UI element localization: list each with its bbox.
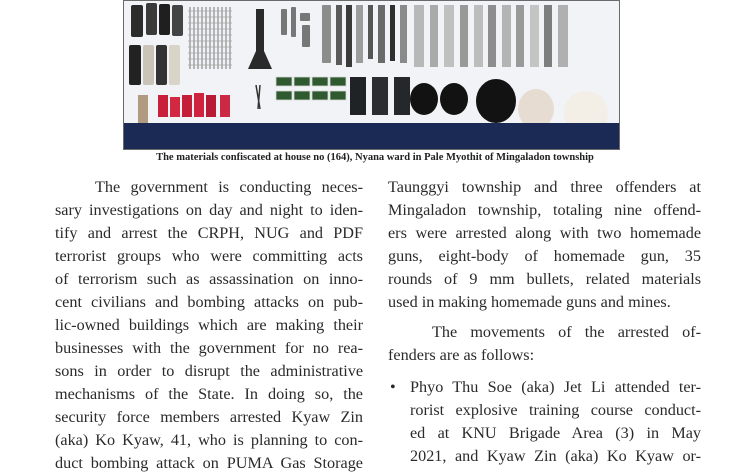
article-paragraph bbox=[388, 321, 701, 367]
text-line: Taunggyi township and three offenders at bbox=[388, 178, 701, 196]
text-line: lic-owned buildings which are making their bbox=[55, 316, 363, 334]
text-line: Mingaladon township, totaling nine offend- bbox=[388, 201, 701, 219]
photo-illustration bbox=[124, 1, 620, 150]
text-line: sary investigations on day and night to iden- bbox=[55, 201, 363, 219]
text-line: The movements of the arrested of- bbox=[432, 323, 701, 341]
text-line: fenders are as follows: bbox=[388, 346, 535, 364]
text-line: guns, eight-body of homemade gun, 35 bbox=[388, 247, 701, 265]
article-right-column bbox=[388, 176, 701, 468]
text-line: ed at KNU Brigade Area (3) in May bbox=[410, 424, 701, 442]
text-line: cent civilians and bombing attacks on pub- bbox=[55, 293, 363, 311]
text-line: mechanisms of the State. In doing so, the bbox=[55, 385, 363, 403]
article-paragraph bbox=[388, 176, 701, 314]
article-paragraph bbox=[55, 176, 363, 475]
text-line: terrorist groups who were committing acts bbox=[55, 247, 363, 265]
text-line: rounds of 9 mm bullets, related materials bbox=[388, 270, 701, 288]
text-line: tify and arrest the CRPH, NUG and PDF bbox=[55, 224, 363, 242]
bullet-icon: • bbox=[390, 378, 396, 396]
confiscated-materials-photo bbox=[123, 0, 620, 150]
text-line: sons in order to disrupt the administrative bbox=[55, 362, 363, 380]
text-line: The government is conducting neces- bbox=[95, 178, 363, 196]
bullet-list-item bbox=[388, 376, 701, 468]
text-line: of terrorism such as assassination on inno- bbox=[55, 270, 363, 288]
text-line: businesses with the government for no rea- bbox=[55, 339, 363, 357]
text-line: Phyo Thu Soe (aka) Jet Li attended ter- bbox=[410, 378, 701, 396]
article-left-column bbox=[55, 176, 363, 475]
batteries-group bbox=[350, 77, 410, 115]
text-line: (aka) Ko Kyaw, 41, who is planning to con- bbox=[55, 431, 363, 449]
text-line: 2021, and Kyaw Zin (aka) Ko Kyaw or- bbox=[410, 447, 701, 465]
metal-pipes-group bbox=[322, 5, 568, 67]
text-line: rorist explosive training course conduct- bbox=[410, 401, 701, 419]
photo-caption: The materials confiscated at house no (164), Nyana ward in Pale Myothit of Mingaladon township bbox=[156, 152, 594, 163]
text-line: security force members arrested Kyaw Zin bbox=[55, 408, 363, 426]
text-line: ers were arrested along with two homemade bbox=[388, 224, 701, 242]
text-line: used in making homemade guns and mines. bbox=[388, 293, 671, 311]
text-line: duct bombing attack on PUMA Gas Storage bbox=[55, 454, 363, 472]
